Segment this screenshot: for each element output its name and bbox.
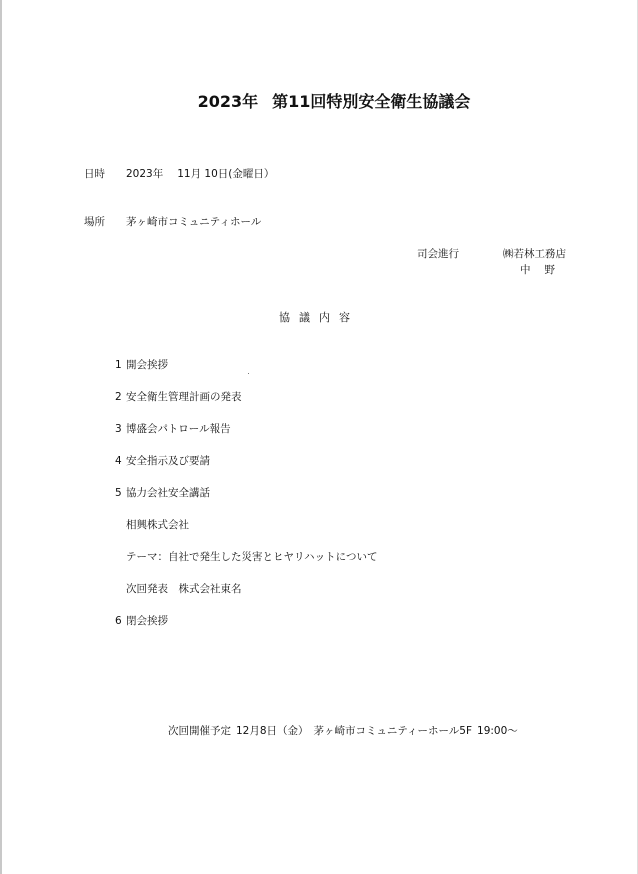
agenda-item-4 bbox=[115, 453, 210, 468]
agenda-item-number: 6 bbox=[115, 615, 122, 627]
date-day: 11月 10日(金曜日） bbox=[177, 168, 275, 180]
agenda-item-text: 開会挨拶 bbox=[126, 359, 168, 371]
agenda-item-text: 次回発表 株式会社東名 bbox=[126, 583, 242, 595]
agenda-item-6 bbox=[115, 613, 168, 628]
mc-company: ㈱若林工務店 bbox=[503, 248, 566, 260]
agenda-item-text: 協力会社安全講話 bbox=[126, 487, 210, 499]
next-meeting-line bbox=[168, 723, 518, 738]
stray-mark bbox=[248, 373, 249, 374]
mc-name bbox=[520, 262, 555, 277]
agenda-item-text: 安全衛生管理計画の発表 bbox=[126, 391, 242, 403]
next-meeting-date: 12月8日（金） bbox=[236, 725, 309, 737]
agenda-item-number: 5 bbox=[115, 487, 122, 499]
title-year: 2023年 bbox=[197, 92, 259, 111]
next-meeting-place: 茅ヶ崎市コミュニティーホール5F bbox=[313, 725, 473, 737]
agenda-item-text: テーマ：自社で発生した災害とヒヤリハットについて bbox=[126, 551, 378, 563]
agenda-subitem-theme bbox=[126, 549, 377, 564]
date-year: 2023年 bbox=[126, 168, 164, 180]
agenda-item-number: 2 bbox=[115, 391, 122, 403]
mc-name-second: 野 bbox=[544, 264, 555, 276]
document-title bbox=[0, 89, 638, 112]
date-label: 日時 bbox=[84, 168, 105, 180]
agenda-item-text: 閉会挨拶 bbox=[126, 615, 168, 627]
agenda-subitem-next-presenter bbox=[126, 581, 242, 596]
mc-name-first: 中 bbox=[520, 264, 531, 276]
next-meeting-time: 19:00～ bbox=[477, 725, 518, 737]
agenda-item-number: 3 bbox=[115, 423, 122, 435]
mc-label: 司会進行 bbox=[417, 248, 459, 260]
agenda-item-number: 4 bbox=[115, 455, 122, 467]
agenda-item-2 bbox=[115, 389, 242, 404]
page-left-edge bbox=[0, 0, 2, 874]
agenda-heading: 協議内容 bbox=[279, 311, 359, 324]
date-row bbox=[84, 166, 274, 181]
agenda-item-1 bbox=[115, 357, 168, 372]
agenda-item-number: 1 bbox=[115, 359, 122, 371]
agenda-item-text: 博盛会パトロール報告 bbox=[126, 423, 231, 435]
agenda-subitem-company bbox=[126, 517, 189, 532]
next-meeting-label: 次回開催予定 bbox=[168, 725, 231, 737]
place-label: 場所 bbox=[84, 216, 105, 228]
place-value: 茅ヶ崎市コミュニティホール bbox=[126, 216, 262, 228]
place-row bbox=[84, 214, 261, 229]
agenda-item-text: 安全指示及び要請 bbox=[126, 455, 210, 467]
agenda-item-3 bbox=[115, 421, 231, 436]
agenda-item-5 bbox=[115, 485, 210, 500]
agenda-item-text: 相興株式会社 bbox=[126, 519, 189, 531]
title-main: 第11回特別安全衛生協議会 bbox=[272, 92, 471, 111]
